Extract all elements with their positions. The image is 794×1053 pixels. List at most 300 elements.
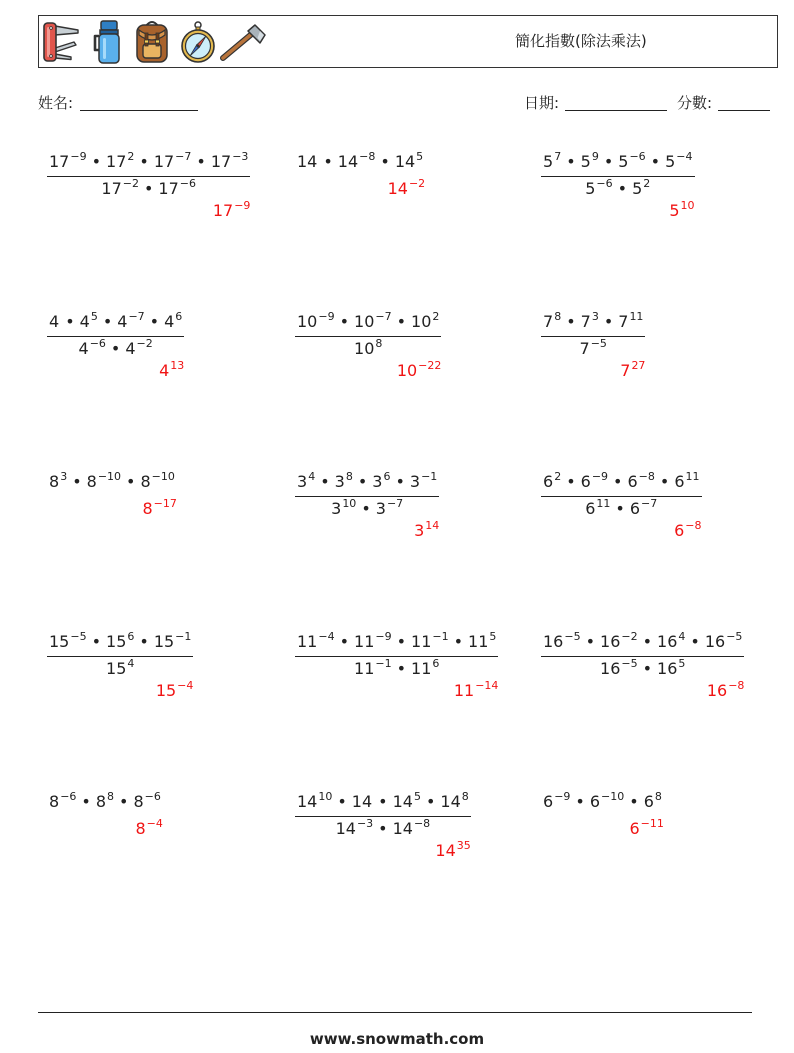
term-exponent: −6 <box>89 337 106 350</box>
term-base: 14 <box>394 152 416 171</box>
term-base: 14 <box>392 819 413 838</box>
term-base: 11 <box>468 632 489 651</box>
power-term <box>354 632 392 651</box>
problem-2 <box>295 147 425 200</box>
answer-base: 10 <box>396 361 418 380</box>
multiply-dot: • <box>659 472 670 491</box>
power-term <box>336 819 374 838</box>
multiply-dot: • <box>149 312 160 331</box>
power-term <box>338 152 376 171</box>
denominator <box>295 497 439 520</box>
term-exponent: −1 <box>175 630 192 643</box>
power-term <box>297 632 335 651</box>
term-exponent: −5 <box>726 630 743 643</box>
power-term <box>543 632 581 651</box>
term-base: 6 <box>543 792 554 811</box>
answer-base: 4 <box>159 361 170 380</box>
term-exponent: −9 <box>318 310 335 323</box>
denominator <box>295 657 498 680</box>
term-base: 5 <box>585 179 596 198</box>
power-term <box>154 152 192 171</box>
answer-base: 8 <box>142 499 153 518</box>
answer <box>541 680 744 702</box>
term-exponent: 2 <box>127 150 135 163</box>
term-exponent: −2 <box>136 337 153 350</box>
term-base: 14 <box>337 152 359 171</box>
term-base: 4 <box>79 312 90 331</box>
name-label: 姓名: <box>38 94 74 112</box>
term-exponent: 6 <box>127 630 135 643</box>
fraction <box>47 147 250 200</box>
power-term <box>106 152 134 171</box>
answer <box>47 360 184 382</box>
pocket-knife-icon <box>41 20 81 64</box>
answer-exponent: 14 <box>425 519 440 532</box>
term-exponent: −10 <box>151 470 175 483</box>
power-term <box>410 472 437 491</box>
term-base: 15 <box>106 632 127 651</box>
term-base: 11 <box>354 659 375 678</box>
power-term <box>581 152 599 171</box>
term-exponent: −2 <box>621 630 638 643</box>
term-base: 14 <box>297 792 318 811</box>
power-term <box>80 312 98 331</box>
answer-base: 6 <box>674 521 685 540</box>
power-term <box>705 632 743 651</box>
term-exponent: −5 <box>621 657 638 670</box>
answer-base: 17 <box>212 201 234 220</box>
term-base: 16 <box>600 632 621 651</box>
term-exponent: −7 <box>375 310 392 323</box>
answer-exponent: −2 <box>408 177 426 190</box>
power-term <box>627 472 654 491</box>
answer-exponent: −17 <box>153 497 177 510</box>
term-base: 11 <box>411 632 432 651</box>
backpack-icon <box>133 18 171 64</box>
power-term <box>600 659 638 678</box>
expression <box>47 787 163 816</box>
term-base: 11 <box>297 632 318 651</box>
worksheet-title: 簡化指數(除法乘法) <box>515 32 647 50</box>
fraction <box>47 627 193 680</box>
numerator <box>47 147 250 177</box>
multiply-dot: • <box>603 152 614 171</box>
answer-base: 16 <box>706 681 728 700</box>
term-base: 17 <box>49 152 70 171</box>
term-exponent: −6 <box>596 177 613 190</box>
thermos-icon <box>90 19 126 65</box>
term-exponent: 3 <box>591 310 599 323</box>
fraction <box>541 467 702 520</box>
term-base: 8 <box>140 472 151 491</box>
term-exponent: −6 <box>629 150 646 163</box>
expression <box>295 147 425 176</box>
term-base: 6 <box>585 499 596 518</box>
fraction <box>295 307 441 360</box>
answer <box>295 178 425 200</box>
power-term <box>96 792 114 811</box>
answer-base: 7 <box>620 361 631 380</box>
multiply-dot: • <box>566 472 576 491</box>
multiply-dot: • <box>395 472 405 491</box>
fraction <box>541 147 695 200</box>
power-term <box>632 179 650 198</box>
answer-exponent: −4 <box>146 817 163 830</box>
multiply-dot: • <box>642 632 653 651</box>
answer-exponent: −4 <box>177 679 194 692</box>
term-base: 7 <box>618 312 629 331</box>
date-label: 日期: <box>524 94 560 112</box>
power-term <box>354 339 382 358</box>
problem-11 <box>295 627 498 702</box>
multiply-dot: • <box>380 152 390 171</box>
denominator <box>47 177 250 200</box>
power-term <box>440 792 468 811</box>
answer <box>47 818 163 840</box>
fraction <box>295 467 439 520</box>
multiply-dot: • <box>566 312 576 331</box>
answer-exponent: −9 <box>234 199 251 212</box>
term-base: 3 <box>331 499 342 518</box>
term-exponent: −7 <box>641 497 658 510</box>
term-base: 8 <box>95 792 107 811</box>
multiply-dot: • <box>126 472 136 491</box>
term-exponent: −8 <box>413 817 431 830</box>
answer <box>541 818 664 840</box>
multiply-dot: • <box>566 152 576 171</box>
multiply-dot: • <box>320 472 330 491</box>
power-term <box>133 792 160 811</box>
term-base: 10 <box>297 312 318 331</box>
term-exponent: 8 <box>554 310 562 323</box>
term-exponent: −10 <box>97 470 122 483</box>
multiply-dot: • <box>396 659 407 678</box>
power-term <box>372 472 390 491</box>
term-base: 14 <box>335 819 356 838</box>
problem-3 <box>541 147 695 222</box>
term-exponent: −3 <box>232 150 249 163</box>
power-term <box>618 152 645 171</box>
term-exponent: 8 <box>345 470 353 483</box>
multiply-dot: • <box>613 472 623 491</box>
multiply-dot: • <box>72 472 82 491</box>
problem-8 <box>295 467 439 542</box>
term-exponent: −9 <box>70 150 87 163</box>
multiply-dot: • <box>110 339 121 358</box>
numerator <box>295 307 441 337</box>
multiply-dot: • <box>81 792 91 811</box>
term-base: 4 <box>49 312 60 331</box>
power-term <box>590 792 624 811</box>
term-exponent: 3 <box>60 470 68 483</box>
multiply-dot: • <box>617 179 628 198</box>
denominator <box>47 657 193 680</box>
power-term <box>543 312 561 331</box>
term-base: 5 <box>580 152 591 171</box>
multiply-dot: • <box>65 312 75 331</box>
term-base: 3 <box>334 472 345 491</box>
term-exponent: 5 <box>678 657 686 670</box>
term-base: 14 <box>392 792 413 811</box>
power-term <box>393 819 431 838</box>
multiply-dot: • <box>585 632 596 651</box>
multiply-dot: • <box>102 312 113 331</box>
expression <box>541 787 664 816</box>
power-term <box>354 312 392 331</box>
term-exponent: −5 <box>590 337 607 350</box>
power-term <box>101 179 139 198</box>
power-term <box>354 659 392 678</box>
term-exponent: 2 <box>432 310 440 323</box>
power-term <box>79 339 106 358</box>
multiply-dot: • <box>378 819 388 838</box>
answer <box>295 680 498 702</box>
answer <box>47 200 250 222</box>
multiply-dot: • <box>139 152 149 171</box>
term-exponent: −5 <box>70 630 87 643</box>
power-term <box>164 312 182 331</box>
term-exponent: −1 <box>421 470 438 483</box>
power-term <box>674 472 699 491</box>
term-base: 16 <box>657 659 678 678</box>
footer-divider <box>38 1012 752 1013</box>
term-base: 16 <box>600 659 621 678</box>
power-term <box>411 632 449 651</box>
power-term <box>125 339 152 358</box>
term-base: 4 <box>125 339 136 358</box>
power-term <box>117 312 144 331</box>
multiply-dot: • <box>339 632 350 651</box>
problem-13 <box>47 787 163 840</box>
axe-icon <box>219 22 267 62</box>
power-term <box>585 499 610 518</box>
numerator <box>541 307 645 337</box>
date-input[interactable] <box>565 110 667 111</box>
term-base: 3 <box>409 472 421 491</box>
multiply-dot: • <box>378 792 388 811</box>
multiply-dot: • <box>650 152 661 171</box>
term-base: 5 <box>665 152 676 171</box>
term-exponent: 6 <box>175 310 183 323</box>
term-exponent: 4 <box>127 657 135 670</box>
power-term <box>411 659 439 678</box>
term-exponent: 5 <box>90 310 98 323</box>
denominator <box>541 177 695 200</box>
problem-7 <box>47 467 177 520</box>
denominator <box>541 657 744 680</box>
term-base: 6 <box>580 472 591 491</box>
term-exponent: 8 <box>654 790 662 803</box>
multiply-dot: • <box>629 792 639 811</box>
power-term <box>106 659 134 678</box>
power-term <box>411 312 439 331</box>
term-base: 6 <box>589 792 601 811</box>
term-base: 4 <box>164 312 175 331</box>
numerator <box>295 627 498 657</box>
answer-base: 8 <box>135 819 146 838</box>
multiply-dot: • <box>119 792 129 811</box>
multiply-dot: • <box>337 792 347 811</box>
multiply-dot: • <box>690 632 700 651</box>
term-exponent: 11 <box>596 497 611 510</box>
power-term <box>106 632 134 651</box>
power-term <box>585 179 612 198</box>
problem-10 <box>47 627 193 702</box>
answer-base: 11 <box>453 681 475 700</box>
footer-website: www.snowmath.com <box>309 1030 485 1048</box>
power-term <box>543 792 570 811</box>
multiply-dot: • <box>425 792 436 811</box>
denominator <box>47 337 184 360</box>
answer-base: 3 <box>414 521 425 540</box>
term-exponent: 8 <box>107 790 115 803</box>
term-base: 6 <box>627 472 638 491</box>
term-exponent: −8 <box>359 150 376 163</box>
power-term <box>376 499 403 518</box>
term-exponent: 10 <box>342 497 357 510</box>
power-term <box>154 632 192 651</box>
answer <box>541 200 695 222</box>
term-base: 16 <box>704 632 726 651</box>
numerator <box>541 627 744 657</box>
numerator <box>47 307 184 337</box>
multiply-dot: • <box>143 179 154 198</box>
multiply-dot: • <box>339 312 350 331</box>
problem-1 <box>47 147 250 222</box>
power-term <box>618 312 643 331</box>
power-term <box>331 499 356 518</box>
term-exponent: −7 <box>386 497 404 510</box>
term-exponent: 9 <box>591 150 599 163</box>
power-term <box>581 312 599 331</box>
answer-exponent: −11 <box>640 817 664 830</box>
term-base: 3 <box>372 472 383 491</box>
answer-exponent: −8 <box>728 679 745 692</box>
term-base: 17 <box>158 179 179 198</box>
fraction <box>47 307 184 360</box>
power-term <box>49 472 67 491</box>
name-input[interactable] <box>80 110 198 111</box>
term-base: 8 <box>49 472 60 491</box>
term-base: 14 <box>297 152 318 171</box>
term-exponent: −10 <box>601 790 625 803</box>
term-exponent: 8 <box>375 337 383 350</box>
term-exponent: 7 <box>554 150 562 163</box>
power-term <box>580 339 607 358</box>
term-exponent: −9 <box>591 470 609 483</box>
multiply-dot: • <box>323 152 333 171</box>
term-exponent: −5 <box>564 630 581 643</box>
expression <box>47 467 177 496</box>
answer-base: 14 <box>435 841 456 860</box>
answer-exponent: 10 <box>680 199 695 212</box>
term-base: 7 <box>580 312 591 331</box>
term-exponent: 4 <box>678 630 686 643</box>
answer-exponent: 35 <box>456 839 471 852</box>
answer <box>295 520 439 542</box>
term-exponent: 4 <box>308 470 316 483</box>
problem-4 <box>47 307 184 382</box>
term-base: 8 <box>49 792 60 811</box>
term-exponent: 5 <box>416 150 424 163</box>
problem-5 <box>295 307 441 382</box>
problem-12 <box>541 627 744 702</box>
power-term <box>644 792 662 811</box>
answer-exponent: −8 <box>685 519 702 532</box>
power-term <box>87 472 121 491</box>
term-exponent: −6 <box>60 790 77 803</box>
term-base: 17 <box>153 152 175 171</box>
multiply-dot: • <box>91 152 102 171</box>
term-exponent: 10 <box>318 790 333 803</box>
term-base: 11 <box>354 632 375 651</box>
term-exponent: 6 <box>383 470 391 483</box>
term-base: 15 <box>106 659 127 678</box>
term-base: 14 <box>440 792 461 811</box>
power-term <box>395 152 423 171</box>
denominator <box>295 817 471 840</box>
answer-base: 6 <box>629 819 640 838</box>
answer-exponent: 27 <box>631 359 646 372</box>
power-term <box>600 632 638 651</box>
term-base: 7 <box>579 339 590 358</box>
term-base: 11 <box>411 659 432 678</box>
term-exponent: −1 <box>432 630 449 643</box>
term-exponent: −2 <box>122 177 139 190</box>
power-term <box>665 152 692 171</box>
term-exponent: −6 <box>144 790 161 803</box>
power-term <box>581 472 608 491</box>
term-base: 4 <box>78 339 89 358</box>
power-term <box>543 152 561 171</box>
term-exponent: −8 <box>638 470 655 483</box>
term-base: 5 <box>543 152 554 171</box>
fraction <box>541 307 645 360</box>
term-exponent: −7 <box>128 310 145 323</box>
term-base: 10 <box>354 339 375 358</box>
power-term <box>657 659 685 678</box>
numerator <box>295 467 439 497</box>
power-term <box>468 632 496 651</box>
term-exponent: −4 <box>318 630 335 643</box>
term-base: 4 <box>117 312 128 331</box>
term-exponent: 11 <box>685 470 700 483</box>
answer <box>47 680 193 702</box>
term-exponent: −3 <box>356 817 374 830</box>
score-input[interactable] <box>718 110 770 111</box>
term-base: 5 <box>632 179 643 198</box>
term-base: 16 <box>657 632 678 651</box>
term-exponent: −9 <box>554 790 571 803</box>
problem-6 <box>541 307 645 382</box>
power-term <box>335 472 353 491</box>
multiply-dot: • <box>603 312 614 331</box>
denominator <box>295 337 441 360</box>
numerator <box>541 467 702 497</box>
power-term <box>297 792 332 811</box>
term-exponent: 2 <box>643 177 651 190</box>
power-term <box>297 152 318 171</box>
answer <box>295 360 441 382</box>
power-term <box>297 312 335 331</box>
power-term <box>211 152 249 171</box>
answer-base: 14 <box>387 179 408 198</box>
answer <box>541 520 702 542</box>
term-exponent: −9 <box>375 630 392 643</box>
multiply-dot: • <box>396 312 407 331</box>
answer-exponent: 13 <box>170 359 185 372</box>
power-term <box>657 632 685 651</box>
